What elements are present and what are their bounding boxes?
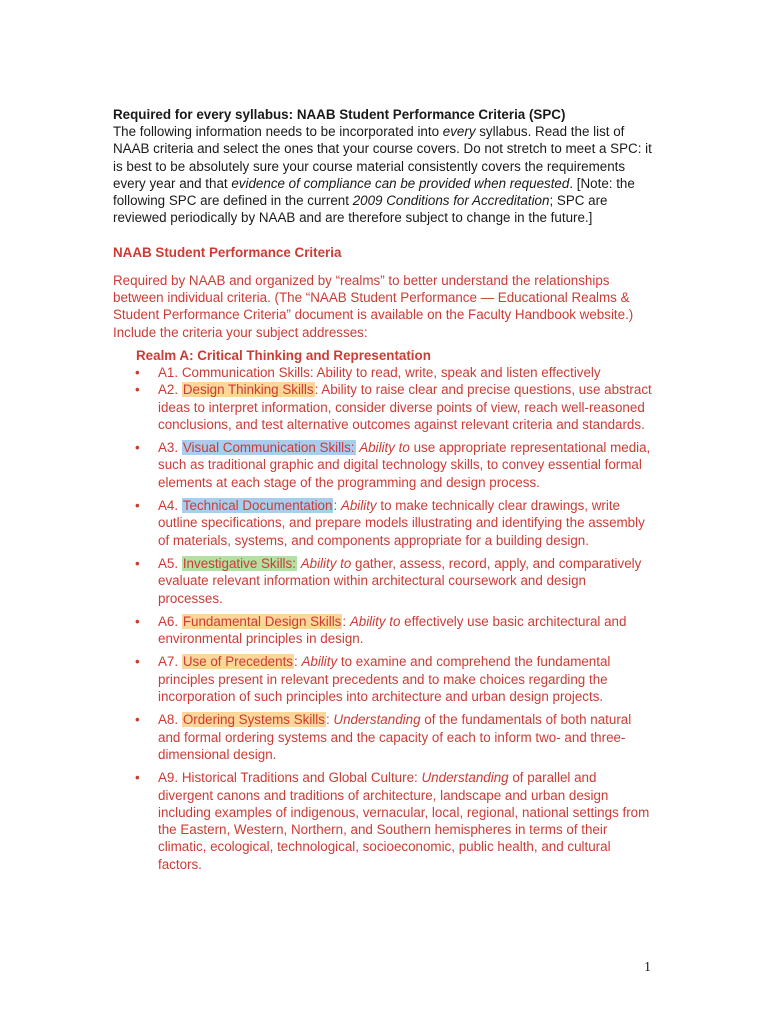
criterion-qualifier: Ability to <box>359 440 410 456</box>
intro-evidence: evidence of compliance can be provided when requested <box>231 175 570 191</box>
criterion-a3 <box>135 439 653 491</box>
criterion-sep: : <box>342 613 350 629</box>
bullet: • <box>135 613 140 629</box>
intro-conditions: 2009 Conditions for Accreditation <box>352 193 550 209</box>
bullet: • <box>135 654 140 670</box>
criterion-qualifier: Ability to <box>349 613 401 629</box>
criterion-name: Visual Communication Skills: <box>182 440 355 456</box>
criterion-code: A4. <box>158 498 182 514</box>
bullet: • <box>135 712 140 728</box>
criterion-code: A5. <box>158 555 182 571</box>
bullet: • <box>135 440 140 456</box>
criterion-name: Ordering Systems Skills <box>182 712 325 728</box>
intro-paragraph <box>113 123 653 227</box>
criterion-name: Design Thinking Skills <box>182 382 314 398</box>
criterion-text: gather, assess, record, apply, and comparatively evaluate relevant information within architectural coursework and design processes. <box>158 555 642 606</box>
criterion-sep: : <box>325 712 334 728</box>
realm-title: Realm A: Critical Thinking and Representation <box>136 347 431 363</box>
criterion-name: Fundamental Design Skills <box>182 613 342 629</box>
syllabus-heading: Required for every syllabus: NAAB Student Performance Criteria (SPC) <box>113 107 566 122</box>
criterion-qualifier: Understanding <box>333 712 421 728</box>
section-title: NAAB Student Performance Criteria <box>113 244 342 260</box>
criterion-a6 <box>135 613 653 648</box>
criterion-code: A9. <box>158 770 182 786</box>
criterion-code: A8. <box>158 712 182 728</box>
criterion-a1 <box>135 364 653 381</box>
criterion-a8 <box>135 711 653 763</box>
criterion-name: Communication Skills <box>181 364 310 380</box>
criterion-text: use appropriate representational media, such as traditional graphic and digital technology skills, to convey essential formal elements at each stage of the programming and design process. <box>158 440 651 490</box>
bullet: • <box>135 555 140 571</box>
criterion-name: Investigative Skills: <box>182 555 296 571</box>
criterion-code: A6. <box>158 613 182 629</box>
intro-text-1: The following information needs to be incorporated into <box>113 124 443 139</box>
criterion-sep: : <box>294 654 302 670</box>
bullet: • <box>135 364 140 380</box>
criterion-a4 <box>135 497 653 549</box>
criteria-list <box>113 364 653 873</box>
criterion-sep: : <box>414 770 422 786</box>
criterion-a9 <box>135 769 653 873</box>
criterion-sep: : <box>309 364 317 380</box>
intro-text-4: ; SPC are reviewed periodically by NAAB and are therefore subject to change in the future.] <box>113 193 608 226</box>
intro-text-2: syllabus. Read the list of NAAB criteria and select the ones that your course covers. Do not stretch to meet a SPC: it is best to be absolutely sure your course material consistently covers the requirements every year and that <box>113 124 652 191</box>
section-intro: Required by NAAB and organized by “realms” to better understand the relationships between individual criteria. (The “NAAB Student Performance — Educational Realms & Student Performance Criteria” document is available on the Faculty Handbook website.) Include the criteria your subject addresses: <box>113 272 634 340</box>
criterion-text: of parallel and divergent canons and traditions of architecture, landscape and urban design including examples of indigenous, vernacular, local, regional, national settings from the Eastern, Western, Northern, and Southern hemispheres in terms of their climatic, ecological, technological, socioeconomic, public health, and cultural factors. <box>158 770 650 872</box>
page-number: 1 <box>644 960 651 975</box>
criterion-a7 <box>135 653 653 705</box>
criterion-name: Use of Precedents <box>182 654 293 670</box>
criterion-qualifier: Ability <box>340 498 377 514</box>
criterion-code: A3. <box>158 440 182 456</box>
criterion-text: effectively use basic architectural and environmental principles in design. <box>158 613 627 647</box>
intro-every: every <box>442 124 476 139</box>
intro-text-3: . [Note: the following SPC are defined in the current <box>113 175 635 209</box>
criterion-text: of the fundamentals of both natural and formal ordering systems and the capacity of each to inform two- and three-dimensional design. <box>158 712 632 762</box>
criterion-qualifier: Ability to <box>300 555 352 571</box>
bullet: • <box>135 498 140 514</box>
criterion-name: Technical Documentation <box>182 498 333 514</box>
criterion-text: Ability to raise clear and precise questions, use abstract ideas to interpret information, consider diverse points of view, reach well-reasoned conclusions, and test alternative outcomes against relevant criteria and standards. <box>158 382 652 432</box>
criterion-code: A7. <box>158 654 182 670</box>
bullet: • <box>135 770 140 786</box>
criterion-qualifier: Understanding <box>421 770 509 786</box>
document-page <box>113 106 653 873</box>
criterion-a5 <box>135 555 653 607</box>
criterion-name: Historical Traditions and Global Culture <box>181 770 415 786</box>
criterion-sep: : <box>314 382 322 398</box>
criterion-text: to make technically clear drawings, write outline specifications, and prepare models illustrating and identifying the assembly of materials, systems, and components appropriate for a building design. <box>158 498 645 548</box>
bullet: • <box>135 382 140 398</box>
criterion-qualifier: Ability <box>301 654 338 670</box>
criterion-text: to examine and comprehend the fundamental principles present in relevant precedents and to make choices regarding the incorporation of such principles into architecture and urban design projects. <box>158 654 611 705</box>
criterion-sep: : <box>333 498 341 514</box>
criterion-a2 <box>135 381 653 433</box>
criterion-code: A1. <box>158 364 182 380</box>
criterion-text: Ability to read, write, speak and listen effectively <box>316 364 601 380</box>
criterion-code: A2. <box>158 382 182 398</box>
